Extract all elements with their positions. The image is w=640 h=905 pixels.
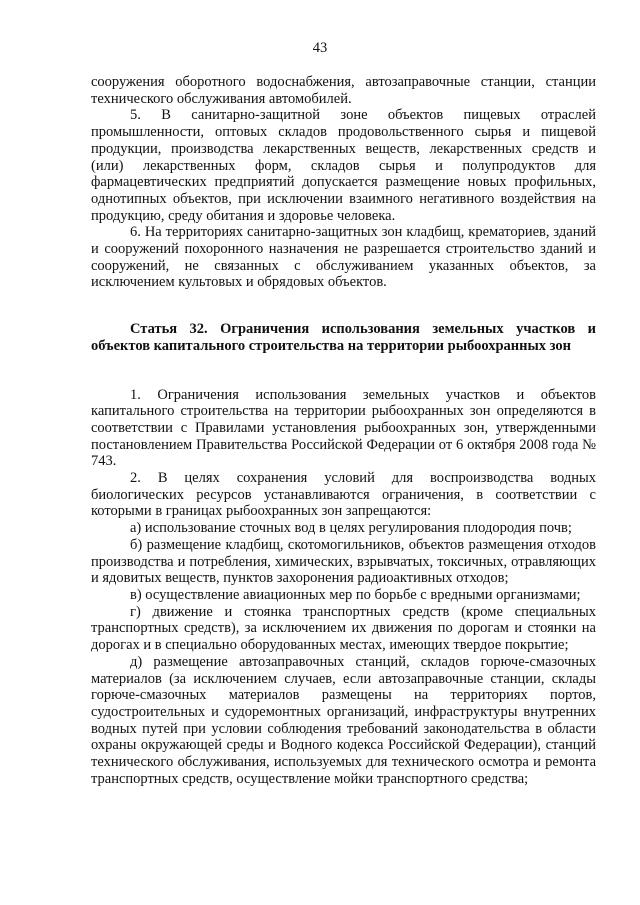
paragraph-item-6: 6. На территориях санитарно-защитных зон кладбищ, крематориев, зданий и сооружений похоронного назначения не разрешается строительство зданий и сооружений, не связанных с обслуживанием указанных объектов, за исключением культовых и обрядовых объектов. xyxy=(91,224,596,291)
paragraph: сооружения оборотного водоснабжения, автозаправочные станции, станции технического обслуживания автомобилей. xyxy=(91,74,596,107)
page-content xyxy=(91,74,596,787)
page-number: 43 xyxy=(312,40,328,56)
list-item-a: а) использование сточных вод в целях регулирования плодородия почв; xyxy=(130,520,572,537)
paragraph-item-1: 1. Ограничения использования земельных участков и объектов капитального строительства на территории рыбоохранных зон определяются в соответствии с Правилами установления рыбоохранных зон, утвержденными постановлением Правительства Российской Федерации от 6 октября 2008 года № 743. xyxy=(91,386,596,470)
list-item-d: д) размещение автозаправочных станций, складов горюче-смазочных материалов (за исключением случаев, если автозаправочные станции, склады горюче-смазочных материалов размещены на территориях портов, судостроительных и судоремонтных организаций, инфраструктуры внутренних водных путей при условии соблюдения требований законодательства в области охраны окружающей среды и Водного кодекса Российской Федерации), станций технического обслуживания, используемых для технического осмотра и ремонта транспортных средств, осуществление мойки транспортного средства; xyxy=(91,653,596,787)
list-item-v: в) осуществление авиационных мер по борьбе с вредными организмами; xyxy=(130,586,581,603)
list-item-b: б) размещение кладбищ, скотомогильников, объектов размещения отходов производства и потребления, химических, взрывчатых, токсичных, отравляющих и ядовитых веществ, пунктов захоронения радиоактивных отходов; xyxy=(91,536,596,587)
paragraph-item-2: 2. В целях сохранения условий для воспроизводства водных биологических ресурсов устанавливаются ограничения, в соответствии с которыми в границах рыбоохранных зон запрещаются: xyxy=(91,470,596,520)
paragraph-item-5: 5. В санитарно-защитной зоне объектов пищевых отраслей промышленности, оптовых складов продовольственного сырья и пищевой продукции, производства лекарственных веществ, лекарственных средств и (или) лекарственных форм, складов сырья и полупродуктов для фармацевтических предприятий допускается размещение новых профильных, однотипных объектов, при исключении взаимного негативного воздействия на продукцию, среду обитания и здоровье человека. xyxy=(91,107,596,224)
article-heading: Статья 32. Ограничения использования земельных участков и объектов капитального строительства на территории рыбоохранных зон xyxy=(91,321,596,354)
list-item-g: г) движение и стоянка транспортных средств (кроме специальных транспортных средств), за исключением их движения по дорогам и стоянки на дорогах и в специально оборудованных местах, имеющих твердое покрытие; xyxy=(91,603,596,654)
